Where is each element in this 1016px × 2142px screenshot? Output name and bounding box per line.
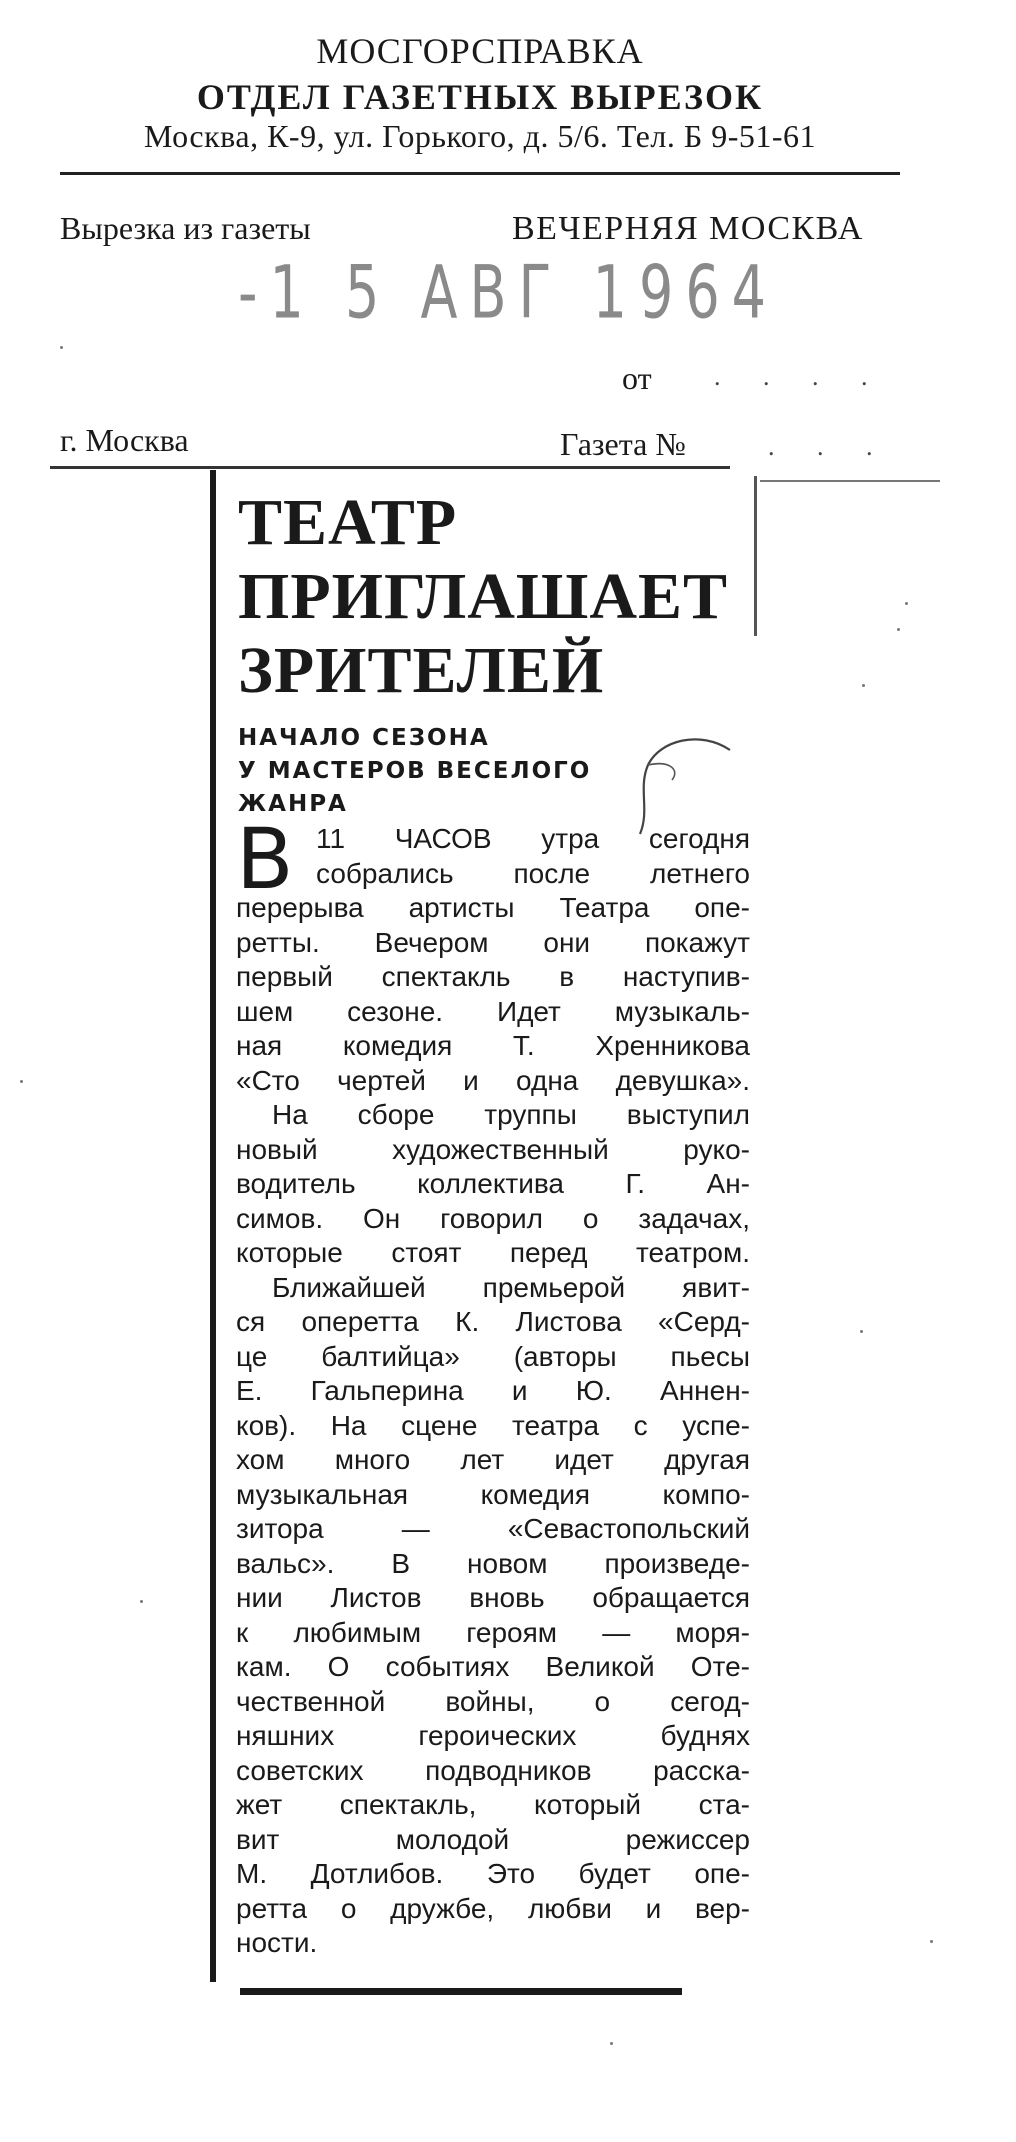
headline-line: ТЕАТР	[238, 486, 458, 559]
article-headline	[238, 486, 758, 708]
article-line: которые стоят перед театром.	[236, 1237, 750, 1268]
article-line: хом много лет идет другая	[236, 1444, 750, 1475]
article-line: ная комедия Т. Хренникова	[236, 1030, 750, 1061]
department-name: ОТДЕЛ ГАЗЕТНЫХ ВЫРЕЗОК	[196, 77, 764, 117]
drop-cap: В	[236, 810, 294, 908]
article-line: На сборе труппы выступил	[272, 1099, 750, 1130]
article-line: шем сезоне. Идет музыкаль-	[236, 995, 750, 1027]
article-line: водитель коллектива Г. Ан-	[236, 1168, 750, 1199]
headline-line: ПРИГЛАШАЕТ	[238, 560, 729, 633]
article-line: вальс». В новом произведе-	[236, 1547, 750, 1579]
article-line: няшних героических буднях	[236, 1720, 750, 1751]
from-label: от	[622, 360, 652, 396]
agency-name: МОСГОРСПРАВКА	[316, 31, 644, 71]
article-line: «Сто чертей и одна девушка».	[236, 1064, 750, 1096]
newspaper-name: ВЕЧЕРНЯЯ МОСКВА	[512, 210, 864, 247]
article-line: це балтийца» (авторы пьесы	[236, 1340, 750, 1372]
gazeta-number-label: Газета №	[560, 426, 686, 462]
article-line: чественной войны, о сегод-	[236, 1685, 750, 1717]
article-line: вит молодой режиссер	[236, 1823, 750, 1855]
header-divider	[60, 172, 900, 175]
article-line: музыкальная комедия компо-	[236, 1478, 750, 1510]
article-line: Е. Гальперина и Ю. Аннен-	[236, 1375, 750, 1406]
headline-line: ЗРИТЕЛЕЙ	[238, 634, 605, 707]
article-line: 11 ЧАСОВ утра сегодня	[316, 823, 750, 854]
article-line: первый спектакль в наступив-	[236, 961, 750, 992]
subhead-line: НАЧАЛО СЕЗОНА	[238, 725, 490, 751]
article-line: М. Дотлибов. Это будет опе-	[236, 1858, 750, 1889]
article-line: новый художественный руко-	[236, 1133, 750, 1165]
subhead-line: ЖАНРА	[238, 791, 348, 817]
article-line: кам. О событиях Великой Оте-	[236, 1651, 750, 1682]
article-line: ся оперетта К. Листова «Серд-	[236, 1306, 750, 1337]
from-blank: . . . .	[714, 362, 886, 391]
subhead-line: У МАСТЕРОВ ВЕСЕЛОГО	[238, 758, 592, 784]
article-line: Ближайшей премьерой явит-	[272, 1271, 750, 1303]
article-line: собрались после летнего	[316, 857, 750, 889]
article-line: советских подводников расска-	[236, 1754, 750, 1786]
article-line: ности.	[236, 1927, 318, 1958]
article-line: ков). На сцене театра с успе-	[236, 1409, 750, 1441]
article-line: ретты. Вечером они покажут	[236, 926, 750, 958]
article-line: перерыва артисты Театра опе-	[236, 892, 750, 923]
form-divider-tail	[760, 480, 940, 482]
article-end-rule	[240, 1988, 682, 1995]
column-rule	[210, 470, 216, 1982]
article-line: нии Листов вновь обращается	[236, 1582, 750, 1613]
clip-source-label: Вырезка из газеты	[60, 210, 311, 246]
article-line: жет спектакль, который ста-	[236, 1789, 750, 1820]
article-line: ретта о дружбе, любви и вер-	[236, 1892, 750, 1924]
gazeta-number-blank: . . .	[768, 432, 891, 461]
form-divider	[50, 466, 730, 469]
pencil-scribble	[610, 730, 750, 840]
date-stamp: -1 5 АВГ 1964	[238, 250, 779, 336]
article-body	[236, 810, 750, 1961]
agency-address: Москва, К-9, ул. Горького, д. 5/6. Тел. Б 9-51-61	[143, 118, 817, 154]
article-line: к любимым героям — моря-	[236, 1616, 750, 1648]
article-line: зитора — «Севастопольский	[236, 1513, 750, 1544]
article-line: симов. Он говорил о задачах,	[236, 1202, 750, 1234]
city-label: г. Москва	[60, 422, 189, 458]
